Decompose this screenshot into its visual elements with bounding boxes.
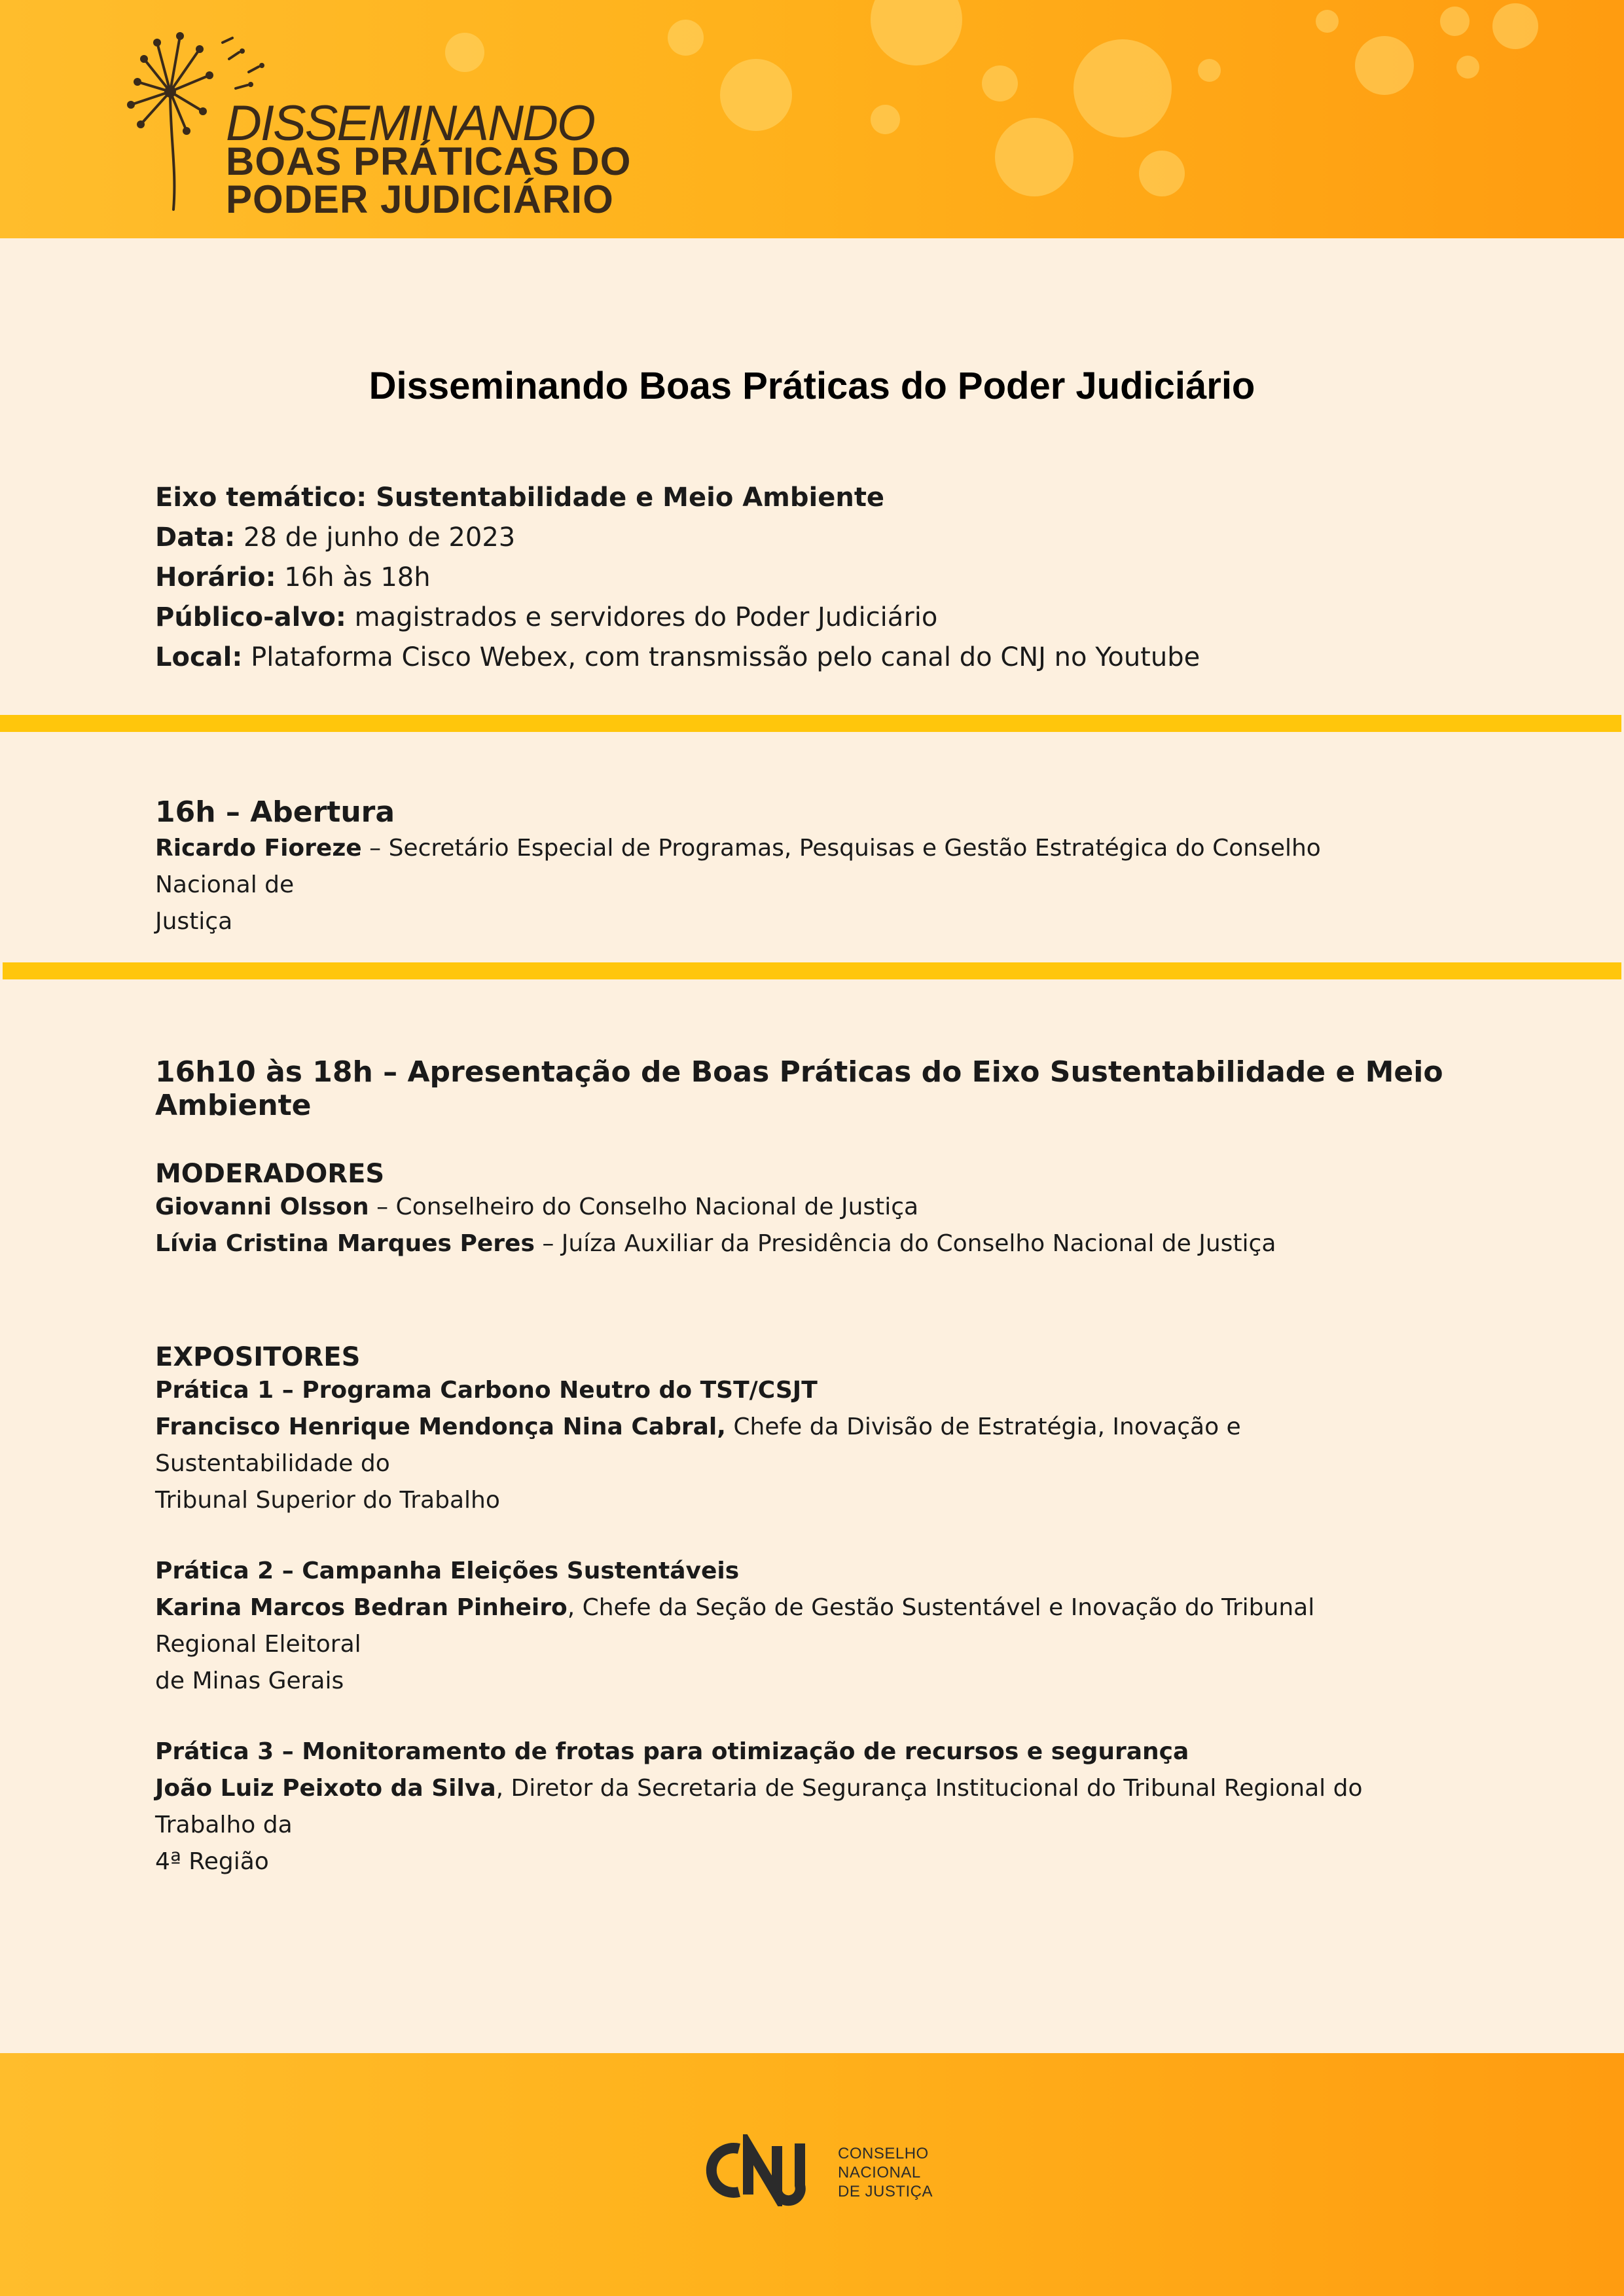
logo-line-1: DISSEMINANDO xyxy=(226,96,594,151)
pratica-1 xyxy=(155,1372,1399,1519)
expositor-role: Chefe da Divisão de Estratégia, Inovação e Sustentabilidade do xyxy=(155,1413,1241,1477)
decor-bubble xyxy=(1316,10,1339,33)
decor-bubble xyxy=(871,105,900,134)
moderador-name: Giovanni Olsson xyxy=(155,1194,369,1220)
moderador-item xyxy=(155,1226,1399,1262)
decor-bubble xyxy=(982,65,1018,101)
pratica-3 xyxy=(155,1734,1399,1880)
decor-bubble xyxy=(1198,59,1221,82)
publico-value: magistrados e servidores do Poder Judiciário xyxy=(346,602,938,632)
logo-line-3: PODER JUDICIÁRIO xyxy=(226,177,614,221)
expositor-name: Francisco Henrique Mendonça Nina Cabral, xyxy=(155,1413,726,1440)
divider-bar xyxy=(3,962,1621,979)
decor-bubble xyxy=(995,118,1074,196)
cnj-line-3: DE JUSTIÇA xyxy=(838,2183,933,2200)
apresentacao-section xyxy=(155,1055,1530,1122)
decor-bubble xyxy=(1440,7,1470,36)
horario-value: 16h às 18h xyxy=(276,562,431,592)
divider-bar xyxy=(0,715,1621,732)
expositor-role: , Chefe da Seção de Gestão Sustentável e Inovação do Tribunal Regional Eleitoral xyxy=(155,1594,1315,1658)
logo-line-2: BOAS PRÁTICAS DO xyxy=(226,139,632,183)
eixo-line xyxy=(155,478,1200,518)
data-value: 28 de junho de 2023 xyxy=(235,522,516,553)
speaker-name: Ricardo Fioreze xyxy=(155,835,362,862)
cnj-logo-icon xyxy=(705,2134,813,2206)
expositor-role-cont: de Minas Gerais xyxy=(155,1667,344,1694)
speaker-role-cont: Justiça xyxy=(155,908,233,935)
local-line xyxy=(155,638,1200,678)
moderador-role: – Juíza Auxiliar da Presidência do Conselho Nacional de Justiça xyxy=(534,1230,1276,1257)
expositor-role-cont: Tribunal Superior do Trabalho xyxy=(155,1487,500,1514)
decor-bubble xyxy=(871,0,962,65)
decor-bubble xyxy=(1355,36,1414,95)
moderador-name: Lívia Cristina Marques Peres xyxy=(155,1230,535,1257)
expositor-name: João Luiz Peixoto da Silva xyxy=(155,1775,496,1802)
horario-line xyxy=(155,558,1200,598)
decor-bubble xyxy=(1492,3,1538,49)
decor-bubble xyxy=(668,20,704,56)
moderadores-section xyxy=(155,1159,1399,1262)
expositor-role: , Diretor da Secretaria de Segurança Institucional do Tribunal Regional do Trabalho da xyxy=(155,1775,1363,1838)
header-banner xyxy=(0,0,1624,238)
expositor-name: Karina Marcos Bedran Pinheiro xyxy=(155,1594,568,1621)
eixo-text: Eixo temático: Sustentabilidade e Meio Ambiente xyxy=(155,483,885,513)
page-title: Disseminando Boas Práticas do Poder Judiciário xyxy=(369,365,1255,407)
horario-label: Horário: xyxy=(155,562,276,592)
data-line xyxy=(155,518,1200,558)
abertura-speaker xyxy=(155,830,1399,940)
decor-bubble xyxy=(1074,39,1172,137)
expositores-heading: EXPOSITORES xyxy=(155,1342,361,1372)
local-value: Plataforma Cisco Webex, com transmissão pelo canal do CNJ no Youtube xyxy=(242,642,1200,672)
abertura-section xyxy=(155,795,1399,940)
pratica-2 xyxy=(155,1553,1399,1700)
expositores-section xyxy=(155,1342,1399,1880)
data-label: Data: xyxy=(155,522,236,553)
pratica-title: Prática 2 – Campanha Eleições Sustentáveis xyxy=(155,1558,740,1584)
cnj-line-2: NACIONAL xyxy=(838,2164,921,2181)
publico-label: Público-alvo: xyxy=(155,602,346,632)
decor-bubble xyxy=(1456,56,1479,79)
decor-bubble xyxy=(720,59,792,131)
decor-bubble xyxy=(1139,151,1185,196)
expositor-role-cont: 4ª Região xyxy=(155,1848,269,1875)
cnj-line-1: CONSELHO xyxy=(838,2145,929,2162)
abertura-heading: 16h – Abertura xyxy=(155,795,395,829)
cnj-logo-text xyxy=(838,2144,933,2201)
event-info xyxy=(155,478,1200,678)
moderador-role: – Conselheiro do Conselho Nacional de Justiça xyxy=(369,1194,919,1220)
speaker-role: – Secretário Especial de Programas, Pesquisas e Gestão Estratégica do Conselho Nacional de xyxy=(155,835,1321,898)
pratica-title: Prática 1 – Programa Carbono Neutro do TST/CSJT xyxy=(155,1377,818,1404)
apresentacao-heading: 16h10 às 18h – Apresentação de Boas Práticas do Eixo Sustentabilidade e Meio Ambiente xyxy=(155,1055,1443,1122)
moderador-item xyxy=(155,1189,1399,1226)
pratica-title: Prática 3 – Monitoramento de frotas para otimização de recursos e segurança xyxy=(155,1738,1189,1765)
publico-line xyxy=(155,598,1200,638)
moderadores-heading: MODERADORES xyxy=(155,1159,385,1189)
local-label: Local: xyxy=(155,642,243,672)
